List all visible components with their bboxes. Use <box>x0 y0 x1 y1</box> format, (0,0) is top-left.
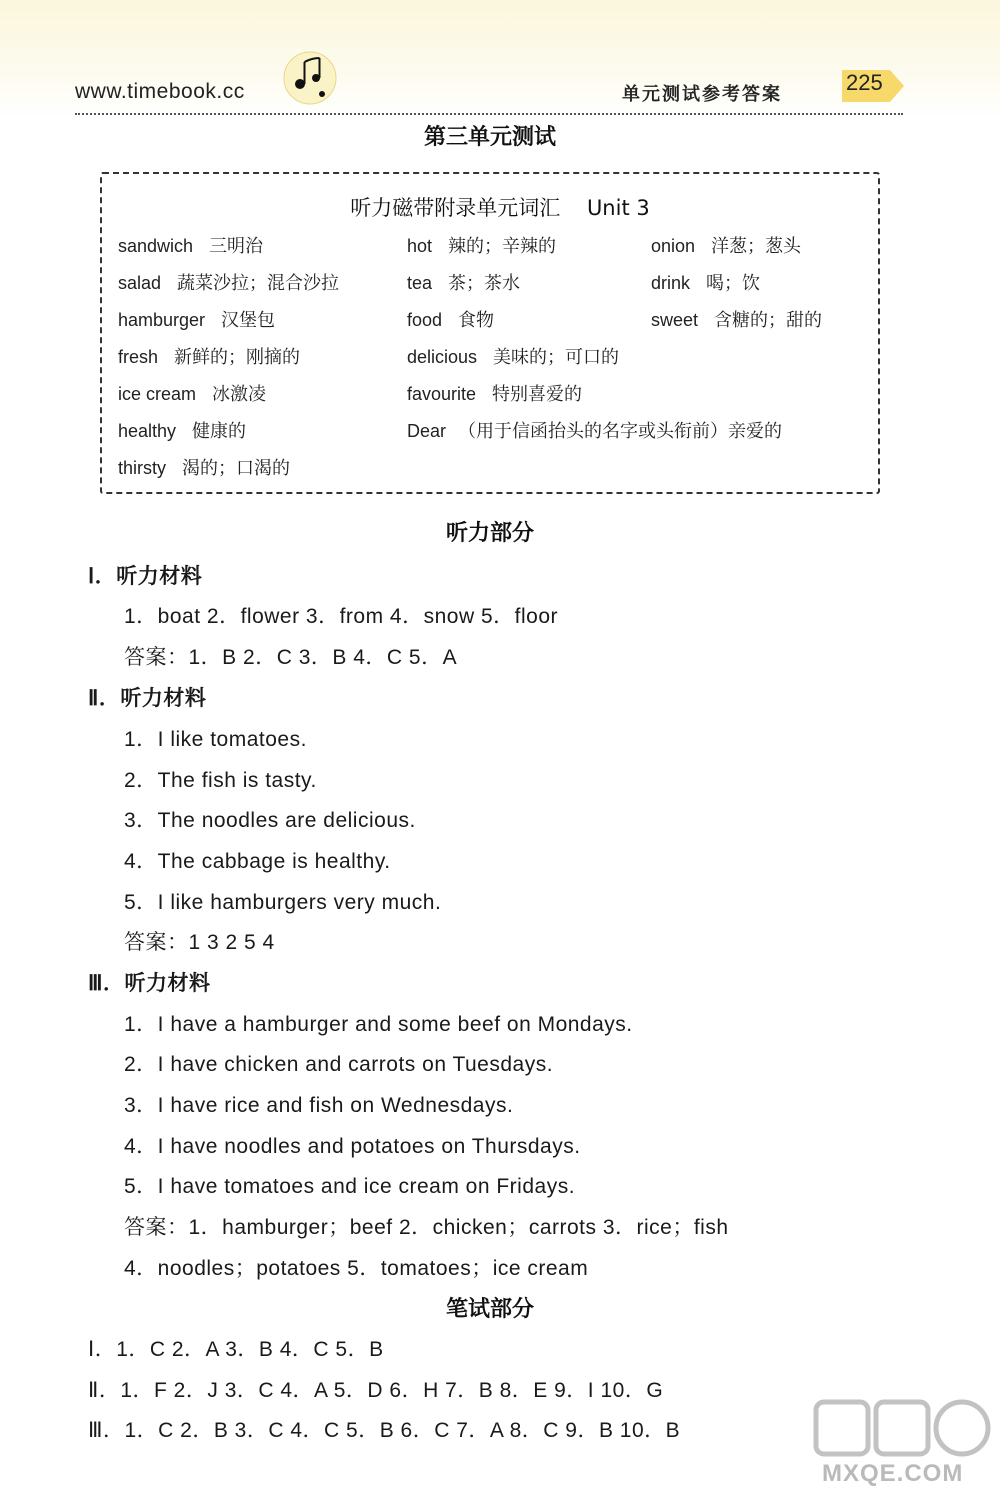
written-section-title: 笔试部分 <box>445 1297 534 1322</box>
part2-item: 2．The fish is tasty. <box>124 769 317 792</box>
part2-answer: 答案：1 3 2 5 4 <box>124 931 275 954</box>
vocab-item: Dear （用于信函抬头的名字或头衔前）亲爱的 <box>407 421 783 442</box>
part1-answer: 答案：1．B 2．C 3．B 4．C 5．A <box>124 646 458 669</box>
header-section-title: 单元测试参考答案 <box>622 84 782 105</box>
vocabulary-title <box>0 192 1000 222</box>
vocab-item: hamburger 汉堡包 <box>118 310 276 331</box>
written-answers-3: Ⅲ．1．C 2．B 3．C 4．C 5．B 6．C 7．A 8．C 9．B 10．B <box>88 1419 681 1442</box>
written-answers-2: Ⅱ．1．F 2．J 3．C 4．A 5．D 6．H 7．B 8．E 9．I 10．G <box>88 1379 664 1402</box>
part3-item: 4．I have noodles and potatoes on Thursdays. <box>124 1135 581 1158</box>
vocab-item: ice cream 冰激凌 <box>118 384 267 405</box>
part1-items: 1．boat 2．flower 3．from 4．snow 5．floor <box>124 605 558 628</box>
vocab-item: thirsty 渴的；口渴的 <box>118 458 291 479</box>
vocab-item: onion 洋葱；葱头 <box>651 236 802 257</box>
site-url: www.timebook.cc <box>75 80 245 103</box>
part2-item: 1．I like tomatoes. <box>124 728 307 751</box>
music-notes-logo <box>280 48 340 108</box>
part3-heading: Ⅲ．听力材料 <box>88 972 211 995</box>
vocab-item: healthy 健康的 <box>118 421 247 442</box>
part3-item: 5．I have tomatoes and ice cream on Fridays. <box>124 1175 576 1198</box>
part2-heading: Ⅱ．听力材料 <box>88 687 207 710</box>
vocab-item: delicious 美味的；可口的 <box>407 347 620 368</box>
part2-item: 3．The noodles are delicious. <box>124 809 416 832</box>
page-number: 225 <box>846 70 883 95</box>
part3-item: 1．I have a hamburger and some beef on Mondays. <box>124 1013 633 1036</box>
vocab-item: sweet 含糖的；甜的 <box>651 310 823 331</box>
listening-section-title: 听力部分 <box>445 521 534 546</box>
vocab-item: fresh 新鲜的；刚摘的 <box>118 347 301 368</box>
part3-answer-continued: 4．noodles；potatoes 5．tomatoes；ice cream <box>124 1257 589 1280</box>
vocab-item: favourite 特别喜爱的 <box>407 384 583 405</box>
vocab-item: sandwich 三明治 <box>118 236 264 257</box>
part2-item: 4．The cabbage is healthy. <box>124 850 391 873</box>
vocab-item: hot 辣的；辛辣的 <box>407 236 557 257</box>
vocabulary-unit: Unit 3 <box>586 196 650 220</box>
header-divider <box>75 113 903 115</box>
part2-item: 5．I like hamburgers very much. <box>124 891 442 914</box>
vocab-item: food 食物 <box>407 310 495 331</box>
unit-title: 第三单元测试 <box>423 125 556 150</box>
watermark-text: MXQE.COM <box>822 1460 964 1487</box>
vocab-item: tea 茶；茶水 <box>407 273 521 294</box>
written-answers-1: Ⅰ．1．C 2．A 3．B 4．C 5．B <box>88 1338 384 1361</box>
part3-item: 3．I have rice and fish on Wednesdays. <box>124 1094 514 1117</box>
vocabulary-title-text: 听力磁带附录单元词汇 <box>350 196 561 220</box>
part3-item: 2．I have chicken and carrots on Tuesdays. <box>124 1053 554 1076</box>
vocab-item: salad 蔬菜沙拉；混合沙拉 <box>118 273 340 294</box>
part3-answer: 答案：1．hamburger；beef 2．chicken；carrots 3．rice；fish <box>124 1216 729 1239</box>
vocab-item: drink 喝；饮 <box>651 273 761 294</box>
part1-heading: Ⅰ．听力材料 <box>88 565 203 588</box>
